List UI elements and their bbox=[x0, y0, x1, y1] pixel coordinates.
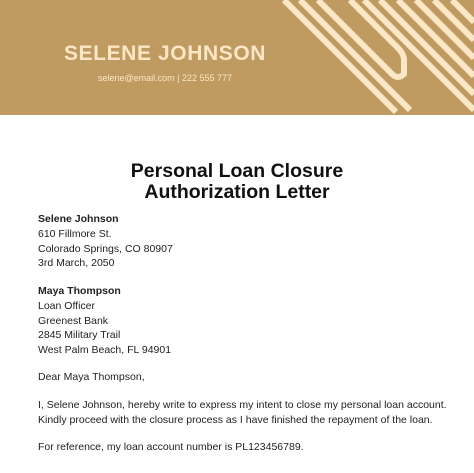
title-line-2: Authorization Letter bbox=[144, 181, 330, 203]
body-paragraph-2 bbox=[38, 440, 304, 455]
paragraph-1-line-2: Kindly proceed with the closure process as I have finished the repayment of the loan. bbox=[38, 413, 433, 426]
from-street: 610 Fillmore St. bbox=[38, 227, 112, 240]
paragraph-2-text: For reference, my loan account number is PL123456789. bbox=[38, 441, 304, 453]
to-street: 2845 Military Trail bbox=[38, 329, 121, 342]
from-name: Selene Johnson bbox=[38, 213, 119, 225]
letter-date: 3rd March, 2050 bbox=[38, 257, 115, 270]
body-paragraph-1 bbox=[38, 398, 447, 428]
title-line-1: Personal Loan Closure bbox=[130, 160, 344, 182]
to-bank: Greenest Bank bbox=[38, 314, 109, 327]
salutation bbox=[38, 370, 145, 385]
paragraph-1-line-1: I, Selene Johnson, hereby write to express my intent to close my personal loan account. bbox=[38, 399, 447, 411]
sender-contact: selene@email.com | 222 555 777 bbox=[97, 73, 233, 83]
recipient-address-block bbox=[38, 284, 171, 358]
header-banner bbox=[0, 0, 474, 115]
to-name: Maya Thompson bbox=[38, 285, 121, 297]
to-role: Loan Officer bbox=[38, 299, 96, 312]
sender-name: SELENE JOHNSON bbox=[63, 42, 267, 65]
from-city: Colorado Springs, CO 80907 bbox=[38, 242, 173, 255]
salutation-text: Dear Maya Thompson, bbox=[38, 371, 145, 383]
page-title bbox=[0, 161, 474, 203]
to-city: West Palm Beach, FL 94901 bbox=[38, 344, 172, 357]
sender-address-block bbox=[38, 212, 173, 271]
